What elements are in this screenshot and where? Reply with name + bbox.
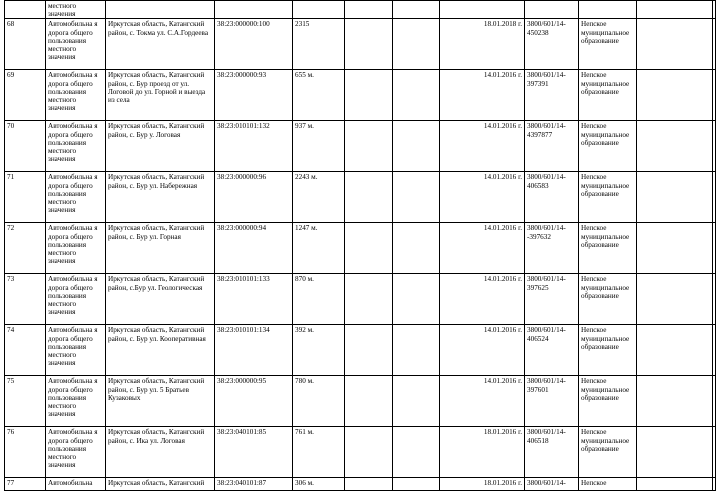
cell-date: 14.01.2016 г. [440,376,525,427]
cell-empty [637,19,713,70]
cell-date: 18.01.2018 г. [440,19,525,70]
cell-length [293,1,345,19]
cell-address: Иркутская область, Катангский район, с. Бур проезд от ул. Логовой до ул. Горной и выезда из села [106,70,215,121]
cell-empty [393,70,440,121]
cell-edge [713,1,716,19]
cell-empty [345,223,393,274]
cell-address: Иркутская область, Катангский район, с. Бур ул. Набережная [106,172,215,223]
cell-num: 70 [5,121,46,172]
cell-name: Автомобильна я дорога общего пользования местного значения [46,121,106,172]
table-row [5,427,716,478]
cell-empty [637,376,713,427]
table-row [5,223,716,274]
cell-cadastral: 38:23:000000:93 [215,70,293,121]
table-row [5,1,716,19]
cell-reg-number: 3800/601/14-397601 [525,376,579,427]
cell-empty [393,121,440,172]
cell-edge [713,478,716,491]
cell-reg-number: 3800/601/14-397391 [525,70,579,121]
cell-length: 937 м. [293,121,345,172]
cell-empty [637,325,713,376]
cell-empty [393,427,440,478]
cell-owner [579,1,637,19]
cell-cadastral: 38:23:040101:87 [215,478,293,491]
cell-cadastral: 38:23:010101:134 [215,325,293,376]
cell-empty [393,478,440,491]
table-row [5,19,716,70]
cell-cadastral: 38:23:000000:100 [215,19,293,70]
road-registry-table [4,0,716,491]
cell-cadastral: 38:23:010101:132 [215,121,293,172]
cell-date [440,1,525,19]
cell-length: 306 м. [293,478,345,491]
cell-address: Иркутская область, Катангский район, с. Ика ул. Логовая [106,427,215,478]
cell-address: Иркутская область, Катангский район, с.Бур ул. Геологическая [106,274,215,325]
cell-empty [345,121,393,172]
cell-address: Иркутская область, Катангский [106,478,215,491]
cell-length: 870 м. [293,274,345,325]
cell-name: Автомобильна я дорога общего пользования местного значения [46,70,106,121]
cell-name: Автомобильна я дорога общего пользования местного значения [46,19,106,70]
cell-length: 655 м. [293,70,345,121]
cell-empty [345,376,393,427]
table-row [5,478,716,491]
cell-name: Автомобильна [46,478,106,491]
cell-owner: Непское муниципальное образование [579,274,637,325]
cell-date: 14.01.2016 г. [440,274,525,325]
cell-empty [637,274,713,325]
cell-date: 14.01.2016 г. [440,325,525,376]
cell-empty [393,376,440,427]
cell-name: Автомобильна я дорога общего пользования местного значения [46,274,106,325]
cell-date: 14.01.2016 г. [440,223,525,274]
cell-owner: Непское муниципальное образование [579,325,637,376]
cell-length: 2243 м. [293,172,345,223]
cell-empty [393,274,440,325]
cell-reg-number: 3800/601/14-450238 [525,19,579,70]
cell-empty [345,70,393,121]
cell-reg-number: 3800/601/14-406518 [525,427,579,478]
cell-owner: Непское муниципальное образование [579,19,637,70]
cell-address: Иркутская область, Катангский район, с. Токма ул. С.А.Гордеева [106,19,215,70]
cell-num: 76 [5,427,46,478]
table-row [5,121,716,172]
cell-name: Автомобильна я дорога общего пользования местного значения [46,172,106,223]
cell-empty [393,1,440,19]
cell-edge [713,325,716,376]
cell-reg-number: 3800/601/14-397625 [525,274,579,325]
cell-name: Автомобильна я дорога общего пользования местного значения [46,325,106,376]
cell-empty [393,223,440,274]
cell-name: местного значения [46,1,106,19]
cell-owner: Непское муниципальное образование [579,172,637,223]
cell-address: Иркутская область, Катангский район, с. Бур у. Логовая [106,121,215,172]
cell-reg-number: 3800/601/14-406583 [525,172,579,223]
table-row [5,274,716,325]
cell-address: Иркутская область, Катангский район, с. Бур ул. Кооперативная [106,325,215,376]
cell-num [5,1,46,19]
cell-owner: Непское муниципальное образование [579,427,637,478]
cell-num: 75 [5,376,46,427]
cell-empty [345,19,393,70]
cell-num: 73 [5,274,46,325]
cell-date: 14.01.2016 г. [440,121,525,172]
cell-empty [345,274,393,325]
cell-name: Автомобильна я дорога общего пользования местного значения [46,223,106,274]
cell-length: 392 м. [293,325,345,376]
cell-cadastral: 38:23:010101:133 [215,274,293,325]
cell-date: 18.01.2016 г. [440,427,525,478]
cell-reg-number [525,1,579,19]
cell-num: 74 [5,325,46,376]
cell-name: Автомобильна я дорога общего пользования местного значения [46,376,106,427]
cell-edge [713,376,716,427]
cell-length: 2315 [293,19,345,70]
cell-empty [637,478,713,491]
cell-address [106,1,215,19]
cell-owner: Непское муниципальное образование [579,223,637,274]
cell-edge [713,274,716,325]
cell-reg-number: 3800/601/14--397632 [525,223,579,274]
cell-length: 761 м. [293,427,345,478]
cell-cadastral: 38:23:000000:96 [215,172,293,223]
cell-reg-number: 3800/601/14-406524 [525,325,579,376]
cell-date: 18.01.2016 г. [440,478,525,491]
cell-num: 77 [5,478,46,491]
table-row [5,172,716,223]
cell-address: Иркутская область, Катангский район, с. Бур ул. Горная [106,223,215,274]
table-row [5,70,716,121]
cell-cadastral: 38:23:040101:85 [215,427,293,478]
cell-address: Иркутская область, Катангский район, с. Бур ул. 5 Братьев Кузаковых [106,376,215,427]
cell-edge [713,223,716,274]
cell-length: 780 м. [293,376,345,427]
cell-date: 14.01.2016 г. [440,70,525,121]
table-row [5,376,716,427]
cell-empty [393,19,440,70]
cell-num: 68 [5,19,46,70]
cell-date: 14.01.2016 г. [440,172,525,223]
cell-edge [713,172,716,223]
cell-num: 72 [5,223,46,274]
cell-edge [713,70,716,121]
cell-length: 1247 м. [293,223,345,274]
cell-empty [637,121,713,172]
cell-num: 71 [5,172,46,223]
cell-owner: Непское муниципальное образование [579,70,637,121]
cell-cadastral [215,1,293,19]
cell-empty [637,427,713,478]
cell-empty [345,172,393,223]
cell-edge [713,121,716,172]
cell-num: 69 [5,70,46,121]
cell-cadastral: 38:23:000000:95 [215,376,293,427]
cell-edge [713,427,716,478]
table-row [5,325,716,376]
cell-empty [637,1,713,19]
cell-owner: Непское муниципальное образование [579,376,637,427]
registry-sheet [4,0,715,491]
cell-reg-number: 3800/601/14-4397877 [525,121,579,172]
cell-owner: Непское [579,478,637,491]
cell-cadastral: 38:23:000000:94 [215,223,293,274]
cell-empty [345,478,393,491]
cell-empty [637,70,713,121]
cell-empty [345,427,393,478]
cell-empty [637,223,713,274]
cell-empty [637,172,713,223]
cell-empty [393,172,440,223]
cell-empty [345,325,393,376]
cell-name: Автомобильна я дорога общего пользования местного значения [46,427,106,478]
cell-owner: Непское муниципальное образование [579,121,637,172]
cell-empty [393,325,440,376]
cell-empty [345,1,393,19]
cell-edge [713,19,716,70]
cell-reg-number: 3800/601/14- [525,478,579,491]
